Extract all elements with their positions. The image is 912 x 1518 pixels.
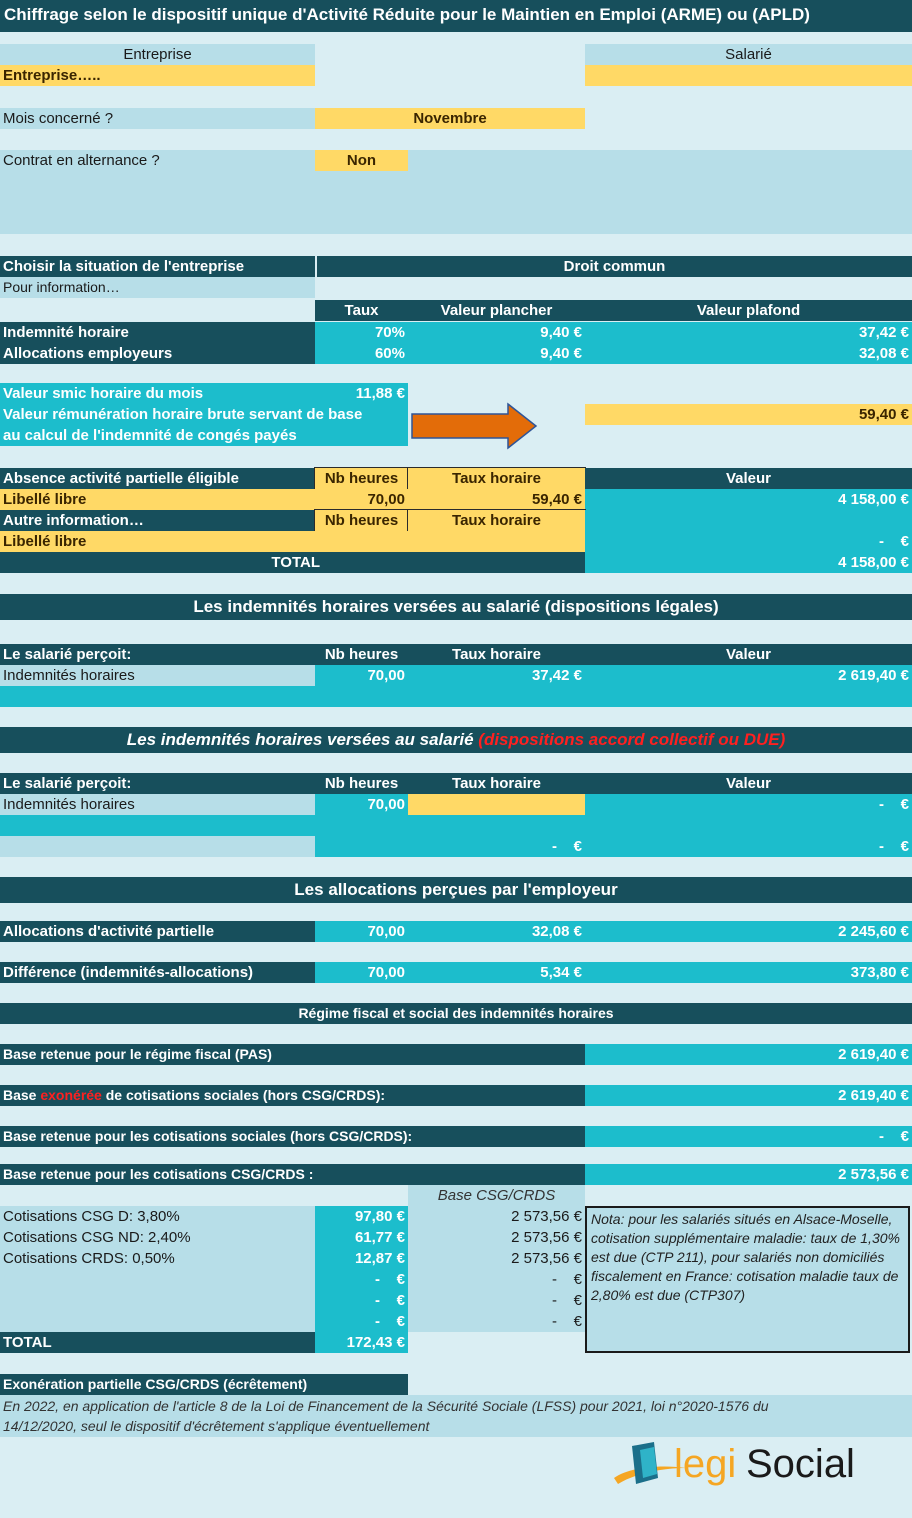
- cot-row-label: Cotisations CSG ND: 2,40%: [3, 1229, 191, 1246]
- legal-col-label: Le salarié perçoit:: [0, 644, 315, 665]
- exoneration-text-line1: En 2022, en application de l'article 8 de la Loi de Financement de la Sécurité Sociale (LFSS) pour 2021, loi n°2020-1576 du: [3, 1398, 769, 1414]
- cot-row-label: [0, 1311, 315, 1332]
- alloc-row1-valeur: 2 245,60 €: [585, 921, 912, 942]
- cot-row-value: 97,80 €: [315, 1206, 408, 1227]
- alloc-row1-label: Allocations d'activité partielle: [0, 921, 315, 942]
- allocations-employeurs-label: Allocations employeurs: [0, 343, 315, 364]
- absence-row1-label[interactable]: Libellé libre: [0, 489, 315, 510]
- contrat-label: Contrat en alternance ?: [0, 150, 315, 171]
- mois-label: Mois concerné ?: [0, 108, 315, 129]
- cot-row-label: Cotisations CRDS: 0,50%: [3, 1250, 175, 1267]
- alloc-row2-valeur: 373,80 €: [585, 962, 912, 983]
- cot-row-label: Cotisations CSG D: 3,80%: [3, 1208, 180, 1225]
- accord-title-main: Les indemnités horaires versées au salarié: [126, 730, 474, 749]
- cotisations-base-value: - €: [585, 1126, 912, 1147]
- exo-label-start: Base: [3, 1087, 41, 1103]
- accord-blank-row: [0, 815, 912, 836]
- absence-total-label: TOTAL: [0, 552, 585, 573]
- absence-row2-label[interactable]: Libellé libre: [0, 531, 315, 552]
- accord-sum-label: [0, 836, 315, 857]
- cot-row-label: [0, 1269, 315, 1290]
- accord-sum-valeur: - €: [585, 836, 912, 857]
- page-title: Chiffrage selon le dispositif unique d'Activité Réduite pour le Maintien en Emploi (ARME) ou (APLD): [0, 0, 912, 32]
- alloc-row2-nb: 70,00: [315, 962, 408, 983]
- indemnite-plancher: 9,40 €: [408, 322, 585, 343]
- absence-col-valeur: Valeur: [585, 468, 912, 489]
- accord-col-nb: Nb heures: [315, 773, 408, 794]
- accord-row-nb: 70,00: [315, 794, 408, 815]
- accord-col-taux: Taux horaire: [408, 773, 585, 794]
- remuneration-label-line2: au calcul de l'indemnité de congés payés: [3, 427, 297, 444]
- accord-title-red: (dispositions accord collectif ou DUE): [478, 730, 786, 749]
- cot-row-value: 12,87 €: [315, 1248, 408, 1269]
- legal-row-taux: 37,42 €: [408, 665, 585, 686]
- entreprise-header: Entreprise: [0, 44, 315, 65]
- pas-value: 2 619,40 €: [585, 1044, 912, 1065]
- allocations-plafond: 32,08 €: [585, 343, 912, 364]
- csg-base-value: 2 573,56 €: [585, 1164, 912, 1185]
- regime-section-title: Régime fiscal et social des indemnités horaires: [0, 1003, 912, 1024]
- allocations-section-title: Les allocations perçues par l'employeur: [0, 877, 912, 903]
- accord-row-valeur: - €: [585, 794, 912, 815]
- indemnite-taux: 70%: [315, 322, 408, 343]
- absence-row1-taux[interactable]: 59,40 €: [408, 489, 585, 510]
- salarie-input[interactable]: [585, 65, 912, 86]
- situation-label: Choisir la situation de l'entreprise: [0, 256, 315, 277]
- legal-col-taux: Taux horaire: [408, 644, 585, 665]
- entreprise-input[interactable]: Entreprise…..: [0, 65, 315, 86]
- accord-row-label: Indemnités horaires: [0, 794, 315, 815]
- legal-col-valeur: Valeur: [585, 644, 912, 665]
- indemnite-plafond: 37,42 €: [585, 322, 912, 343]
- exoneration-title: Exonération partielle CSG/CRDS (écrêtement): [0, 1374, 408, 1395]
- smic-label: Valeur smic horaire du mois: [3, 385, 204, 402]
- cotisations-base-label: Base retenue pour les cotisations sociales (hors CSG/CRDS):: [0, 1126, 585, 1147]
- alloc-row1-taux: 32,08 €: [408, 921, 585, 942]
- cot-row-value: 61,77 €: [315, 1227, 408, 1248]
- legal-blank-row: [0, 686, 912, 707]
- absence-total-value: 4 158,00 €: [585, 552, 912, 573]
- contrat-filler: [408, 150, 912, 171]
- absence-row1-nb[interactable]: 70,00: [315, 489, 408, 510]
- logo-text-legi: legi: [674, 1442, 737, 1486]
- logo-text-social: Social: [746, 1442, 855, 1486]
- autre-valeur-cell: [585, 510, 912, 531]
- situation-select[interactable]: Droit commun: [317, 256, 912, 277]
- exo-label-end: de cotisations sociales (hors CSG/CRDS):: [101, 1087, 386, 1103]
- exo-label-highlight: exonérée: [40, 1087, 102, 1103]
- base-csg-header: Base CSG/CRDS: [408, 1185, 585, 1206]
- cot-row-base: 2 573,56 €: [511, 1229, 582, 1246]
- cot-row-base: - €: [551, 1292, 582, 1309]
- absence-row2-valeur: - €: [585, 531, 912, 552]
- absence-col-taux: Taux horaire: [408, 468, 585, 489]
- legisocial-logo: [610, 1436, 880, 1496]
- remuneration-value: 59,40 €: [585, 404, 912, 425]
- contrat-select[interactable]: Non: [315, 150, 408, 171]
- salarie-header: Salarié: [585, 44, 912, 65]
- mois-select[interactable]: Novembre: [315, 108, 585, 129]
- exo-value: 2 619,40 €: [585, 1085, 912, 1106]
- col-plafond: Valeur plafond: [585, 300, 912, 321]
- cot-row-value: - €: [315, 1269, 408, 1290]
- absence-row2-inputs[interactable]: [315, 531, 585, 552]
- indemnite-horaire-label: Indemnité horaire: [0, 322, 315, 343]
- autre-information-label: Autre information…: [0, 510, 315, 531]
- legal-col-nb: Nb heures: [315, 644, 408, 665]
- cot-total-label: TOTAL: [0, 1332, 315, 1353]
- cot-row-base: - €: [551, 1271, 582, 1288]
- autre-col-nb: Nb heures: [315, 510, 408, 531]
- accord-col-valeur: Valeur: [585, 773, 912, 794]
- cot-total-value: 172,43 €: [315, 1332, 408, 1353]
- legal-section-title: Les indemnités horaires versées au salarié (dispositions légales): [0, 594, 912, 620]
- absence-header: Absence activité partielle éligible: [0, 468, 315, 489]
- smic-value: 11,88 €: [355, 385, 405, 402]
- cot-row-base: 2 573,56 €: [511, 1250, 582, 1267]
- accord-section-title: [0, 727, 912, 753]
- pas-label: Base retenue pour le régime fiscal (PAS): [0, 1044, 585, 1065]
- legal-row-nb: 70,00: [315, 665, 408, 686]
- allocations-taux: 60%: [315, 343, 408, 364]
- legal-row-label: Indemnités horaires: [0, 665, 315, 686]
- alloc-row1-nb: 70,00: [315, 921, 408, 942]
- info-label: Pour information…: [0, 277, 315, 298]
- col-plancher: Valeur plancher: [408, 300, 585, 321]
- alloc-row2-taux: 5,34 €: [408, 962, 585, 983]
- header-blank-area: [0, 171, 912, 234]
- accord-sum-taux: - €: [408, 836, 585, 857]
- accord-col-label: Le salarié perçoit:: [0, 773, 315, 794]
- absence-col-nb: Nb heures: [315, 468, 408, 489]
- cot-row-value: - €: [315, 1290, 408, 1311]
- alloc-row2-label: Différence (indemnités-allocations): [0, 962, 315, 983]
- col-taux: Taux: [315, 300, 408, 321]
- exoneration-text-line2: 14/12/2020, seul le dispositif d'écrêtement s'applique éventuellement: [3, 1418, 430, 1434]
- cot-row-label: [0, 1290, 315, 1311]
- accord-sum-nb: [315, 836, 408, 857]
- legal-row-valeur: 2 619,40 €: [585, 665, 912, 686]
- remuneration-label-line1: Valeur rémunération horaire brute servant de base: [3, 406, 363, 423]
- exo-label: [0, 1085, 585, 1106]
- arrow-right-icon: [410, 401, 538, 451]
- autre-col-taux: Taux horaire: [408, 510, 585, 531]
- nota-box: Nota: pour les salariés situés en Alsace-Moselle, cotisation supplémentaire maladie: taux de 1,30% est due (CTP 211), pour salariés non domiciliés fiscalement en France: cotisation maladie taux de 2,80% est due (CTP307): [585, 1206, 910, 1353]
- cot-row-base: 2 573,56 €: [511, 1208, 582, 1225]
- csg-base-label: Base retenue pour les cotisations CSG/CRDS :: [0, 1164, 585, 1185]
- accord-taux-input[interactable]: [408, 794, 585, 815]
- cot-row-value: - €: [315, 1311, 408, 1332]
- absence-row1-valeur: 4 158,00 €: [585, 489, 912, 510]
- allocations-plancher: 9,40 €: [408, 343, 585, 364]
- cot-row-base: - €: [551, 1313, 582, 1330]
